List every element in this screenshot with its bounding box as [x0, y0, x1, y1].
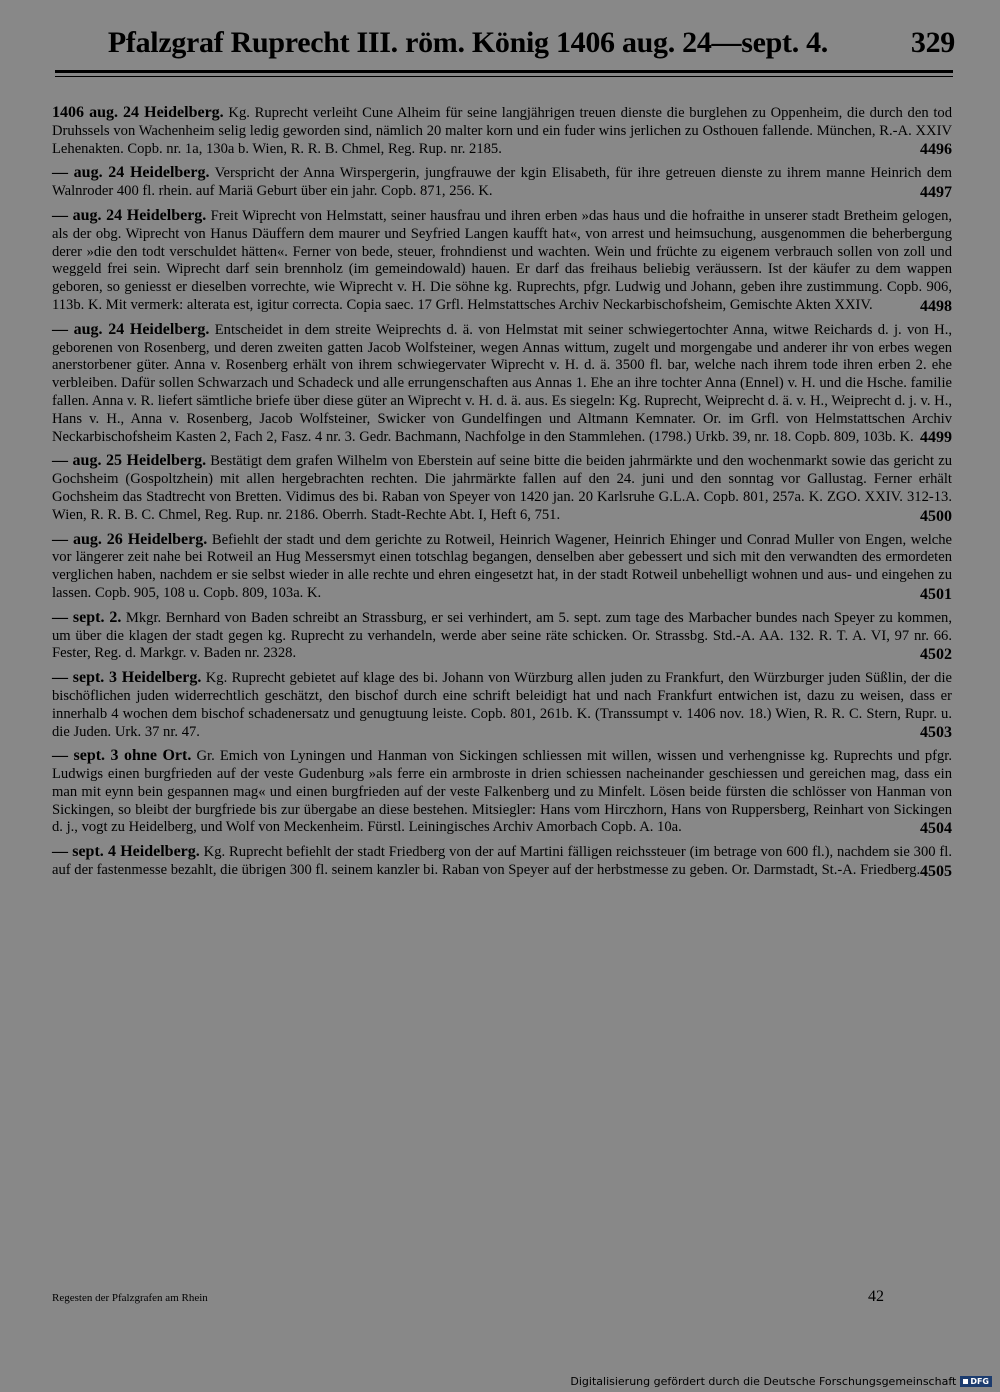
regest-entry — [52, 669, 952, 741]
regest-entry — [52, 321, 952, 447]
regest-entry — [52, 452, 952, 524]
series-title: Regesten der Pfalzgrafen am Rhein — [52, 1292, 208, 1304]
entry-number: 4496 — [920, 141, 952, 159]
entry-number: 4502 — [920, 646, 952, 664]
page-header — [55, 26, 955, 60]
entry-date: — sept. 3 ohne Ort. — [52, 747, 192, 765]
entry-number: 4500 — [920, 507, 952, 525]
header-rule-thin — [55, 76, 953, 77]
entry-text: Kg. Ruprecht befiehlt der stadt Friedberg von der auf Martini fälligen reichssteuer (im betrage von 600 fl.), nachdem sie 300 fl. auf der fastenmesse bezahlt, die übrigen 300 fl. seinem kanzler bi. Raban von Speyer auf der herbstmesse zu geben. Or. Darmstadt, St.-A. Friedberg. — [52, 844, 952, 879]
entry-date: 1406 aug. 24 Heidelberg. — [52, 104, 224, 121]
sheet-number: 42 — [868, 1288, 884, 1305]
entry-date: — aug. 26 Heidelberg. — [52, 530, 208, 548]
entry-text: Entscheidet in dem streite Weiprechts d. ä. von Helmstat mit seiner schwiegertochter Anna, witwe Reichards d. j. von H., geborenen von Rosenberg, und deren zweiten gatten Jacob Wolfsteiner, wegen Annas wittum, zugelt und morgengabe und anderer ihr von erbes wegen anerstorbener güter. Anna v. Rosenberg erhält von ihrem schwiegervater Wiprecht v. H. d. ä. 3500 fl. bar, welche nach ihrem tode ihren erben 2. ehe verbleiben. Dafür sollen Schwarzach und Schadeck und alle errungenschaften aus Annas 1. Ehe an ihre tochter Anna (Ennel) v. H. und die Hsche. familie fallen. Anna v. R. liefert sämtliche briefe über diese güter an Wiprecht v. H. d. ä. aus. Es siegeln: Kg. Ruprecht, Weiprecht d. ä. v. H., Weiprecht d. j. v. H., Hans v. H., Anna v. Rosenberg, Jacob Wolfsteiner, Swicker von Gundelfingen und Altmann Kemnater. Or. im Grfl. von Helmstattschen Archiv Neckarbischofsheim Kasten 2, Fach 2, Fasz. 4 nr. 3. Gedr. Bachmann, Nachfolge in den Stammlehen. (1798.) Urkb. 39, nr. 18. Copb. 809, 103b. K. — [52, 321, 952, 445]
funding-note — [570, 1375, 992, 1388]
entry-date: — sept. 2. — [52, 608, 122, 626]
entry-text: Kg. Ruprecht gebietet auf klage des bi. Johann von Würzburg allen juden zu Frankfurt, den Würzburger juden Süßlin, der die bischöflichen juden widerrechtlich geschätzt, den bischof durch eine schrift beleidigt hat und nach Frankfurt entwichen ist, dazu zu weisen, dass er innerhalb 4 wochen dem bischof schadenersatz und genugtuung leiste. Copb. 801, 261b. K. (Transsumpt v. 1406 nov. 18.) Wien, R. R. C. Stern, Rupr. u. die Juden. Urk. 37 nr. 47. — [52, 670, 953, 740]
entry-number: 4503 — [920, 724, 952, 742]
entry-number: 4504 — [920, 820, 952, 838]
entry-text: Gr. Emich von Lyningen und Hanman von Sickingen schliessen mit willen, wissen und verhengnisse kg. Ruprechts und pfgr. Ludwigs einen burgfrieden auf der veste Gudenburg »als ferre ein armbroste in drien schiessen nacheinander geschiessen und gereichen mag, dass ein man mit eynn bein gespannen mag« und einen burgfrieden auf der veste Falkenberg und zu Minfelt. Lösen beide fürsten die schlösser von Hanman von Sickingen, so bleibt der burgfriede bis zur übergabe an diese bestehen. Mitsiegler: Hans vom Hirczhorn, Hans von Ruppersberg, Reinhart von Sickingen d. j., vogt zu Heidelberg, und Wolf von Meckenheim. Fürstl. Leiningisches Archiv Amorbach Copb. A. 10a. — [52, 748, 953, 836]
entry-number: 4497 — [920, 183, 952, 201]
entry-date: — sept. 3 Heidelberg. — [52, 669, 202, 687]
regest-entry — [52, 104, 952, 158]
entry-date: — aug. 24 Heidelberg. — [52, 206, 207, 224]
funding-text: Digitalisierung gefördert durch die Deutsche Forschungsgemeinschaft — [570, 1375, 957, 1388]
dfg-square-icon — [963, 1379, 968, 1384]
entry-text: Kg. Ruprecht verleiht Cune Alheim für seine langjährigen treuen dienste die burglehen zu Oppenheim, die durch den tod Druhssels von Wachenheim selig ledig geworden sind, nämlich 20 malter korn und ein fuder wins jerlichen zu Osthouen fallende. München, R.-A. XXIV Lehenakten. Copb. nr. 1a, 130a b. Wien, R. R. B. Chmel, Reg. Rup. nr. 2185. — [52, 105, 953, 157]
regest-entry — [52, 207, 952, 315]
entry-text: Mkgr. Bernhard von Baden schreibt an Strassburg, er sei verhindert, am 5. sept. zum tage des Marbacher bundes nach Speyer zu kommen, um über die klagen der stadt gegen kg. Ruprecht zu verhandeln, werde aber seine räte schicken. Or. Strassbg. Std.-A. AA. 132. R. T. A. VI, 97 nr. 66. Fester, Reg. d. Markgr. v. Baden nr. 2328. — [52, 609, 952, 662]
entry-number: 4505 — [920, 862, 952, 880]
entry-date: — aug. 24 Heidelberg. — [52, 164, 210, 182]
entry-date: — sept. 4 Heidelberg. — [52, 843, 200, 861]
regest-entry — [52, 747, 952, 837]
dfg-logo-icon — [960, 1376, 992, 1387]
regesta-list — [52, 104, 952, 886]
entry-number: 4501 — [920, 585, 952, 603]
regest-entry — [52, 843, 952, 880]
regest-entry — [52, 531, 952, 603]
dfg-logo-text: DFG — [970, 1377, 989, 1386]
entry-number: 4499 — [920, 429, 952, 447]
entry-number: 4498 — [920, 297, 952, 315]
regest-entry — [52, 164, 952, 201]
header-rule-thick — [55, 70, 953, 73]
entry-date: — aug. 24 Heidelberg. — [52, 320, 210, 338]
entry-text: Freit Wiprecht von Helmstatt, seiner hausfrau und ihren erben »das haus und die hofraithe in unserer stadt Bretheim gelogen, als der obg. Wiprecht von Hanus Däuffern dem maurer und Seyfried Langen kaufft hat«, von arrest und heimsuchung, ausgenommen die beherbergung derer »die den todt verschuldet hätten«. Ferner von bede, steuer, frohndienst und wachten. Wein und früchte zu eigenem verbrauch sollen von zoll und weggeld frei sein. Wiprecht darf sein brennholz (im gemeindowald) hauen. Er darf das freihaus beliebig veräussern. Ist der käufer zu dem wappen geboren, so geniesst er dieselben vorrechte, wie Wiprecht v. H. Die söhne kg. Ruprechts, pfgr. Ludwig und Johann, geben ihre zustimmung. Copb. 906, 113b. K. Mit vermerk: alterata est, igitur correcta. Copia saec. 17 Grfl. Helmstattsches Archiv Neckarbischofsheim, Gemischte Akten XXIV. — [52, 207, 953, 313]
entry-text: Bestätigt dem grafen Wilhelm von Eberstein auf seine bitte die beiden jahrmärkte und den wochenmarkt sowie das gericht zu Gochsheim (Gospoltzhein) mit allen hergebrachten rechten. Die jahrmärkte fallen auf den 24. juni und den sonntag vor Gallustag. Ferner erhält Gochsheim das Stadtrecht von Bretten. Vidimus des bi. Raban von Speyer von 1420 jan. 20 Karlsruhe G.L.A. Copb. 801, 257a. K. ZGO. XXIV. 312-13. Wien, R. R. B. C. Chmel, Reg. Rup. nr. 2186. Oberrh. Stadt-Rechte Abt. I, Heft 6, 751. — [52, 453, 953, 523]
entry-date: — aug. 25 Heidelberg. — [52, 452, 207, 470]
entry-text: Verspricht der Anna Wirspergerin, jungfrauwe der kgin Elisabeth, für ihre getreuen dienste zu ihrem manne Heinrich dem Walnroder 400 fl. rhein. auf Mariä Geburt über ein jahr. Copb. 871, 256. K. — [52, 165, 953, 200]
regest-entry — [52, 609, 952, 663]
running-title: Pfalzgraf Ruprecht III. röm. König 1406 aug. 24—sept. 4. — [107, 26, 828, 59]
page-number: 329 — [910, 26, 955, 59]
entry-text: Befiehlt der stadt und dem gerichte zu Rotweil, Heinrich Wagener, Heinrich Ehinger und Conrad Muller von Engen, welche vor längerer zeit nahe bei Rotweil an Hug Messersmyt einen totschlag begangen, denselben aber gebessert und sich mit den verwandten des ermordeten verglichen haben, nachdem er sie selbst wieder in alle rechte und ehren eingesetzt hat, in der stadt Rotweil unbehelligt wohnen und aus- und eingehen zu lassen. Copb. 905, 108 u. Copb. 809, 103a. K. — [52, 531, 953, 601]
